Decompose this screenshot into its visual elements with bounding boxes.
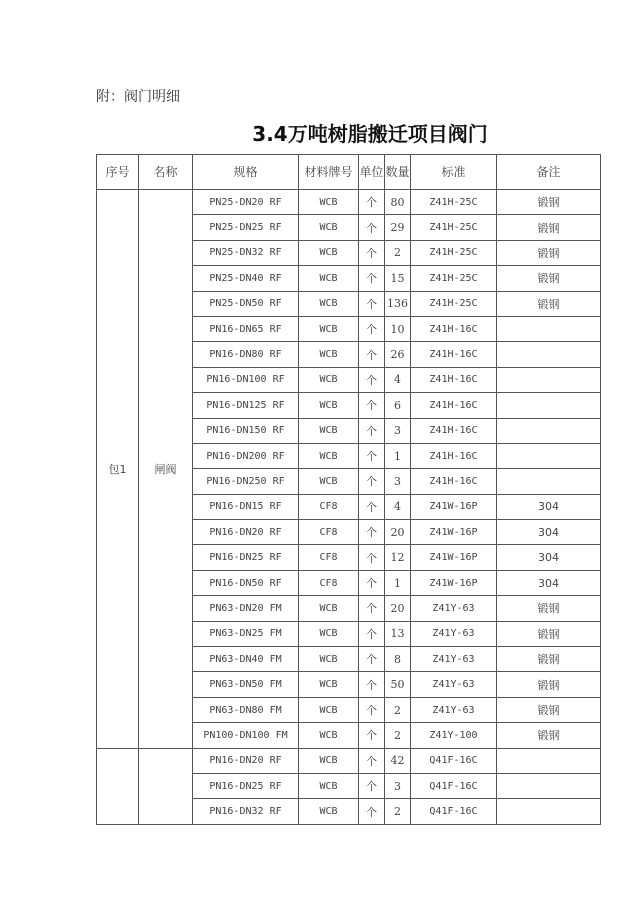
remark-cell: 锻钢 xyxy=(497,266,601,291)
valve-type-cell: 闸阀 xyxy=(139,190,193,749)
remark-cell xyxy=(497,799,601,824)
qty-cell: 6 xyxy=(385,393,411,418)
standard-cell: Z41H-16C xyxy=(411,342,497,367)
table-row xyxy=(97,190,601,215)
remark-cell xyxy=(497,418,601,443)
spec-cell: PN25-DN50 RF xyxy=(193,291,299,316)
unit-cell: 个 xyxy=(359,570,385,595)
remark-cell: 锻钢 xyxy=(497,672,601,697)
remark-cell: 304 xyxy=(497,494,601,519)
material-cell: WCB xyxy=(299,723,359,748)
qty-cell: 4 xyxy=(385,367,411,392)
spec-cell: PN63-DN40 FM xyxy=(193,647,299,672)
remark-cell: 锻钢 xyxy=(497,697,601,722)
remark-cell: 锻钢 xyxy=(497,647,601,672)
spec-cell: PN25-DN20 RF xyxy=(193,190,299,215)
header-material: 材料牌号 xyxy=(299,155,359,190)
standard-cell: Q41F-16C xyxy=(411,748,497,773)
unit-cell: 个 xyxy=(359,367,385,392)
unit-cell: 个 xyxy=(359,545,385,570)
standard-cell: Z41H-16C xyxy=(411,393,497,418)
qty-cell: 2 xyxy=(385,240,411,265)
qty-cell: 2 xyxy=(385,799,411,824)
remark-cell: 锻钢 xyxy=(497,190,601,215)
standard-cell: Z41W-16P xyxy=(411,520,497,545)
spec-cell: PN25-DN40 RF xyxy=(193,266,299,291)
material-cell: WCB xyxy=(299,596,359,621)
unit-cell: 个 xyxy=(359,190,385,215)
material-cell: CF8 xyxy=(299,570,359,595)
qty-cell: 1 xyxy=(385,570,411,595)
material-cell: CF8 xyxy=(299,494,359,519)
remark-cell xyxy=(497,748,601,773)
qty-cell: 26 xyxy=(385,342,411,367)
material-cell: WCB xyxy=(299,316,359,341)
qty-cell: 8 xyxy=(385,647,411,672)
remark-cell xyxy=(497,469,601,494)
document-title: 3.4万吨树脂搬迁项目阀门 xyxy=(252,122,488,146)
qty-cell: 4 xyxy=(385,494,411,519)
standard-cell: Z41H-25C xyxy=(411,240,497,265)
valve-table xyxy=(96,154,601,825)
table-row xyxy=(97,748,601,773)
standard-cell: Z41Y-63 xyxy=(411,672,497,697)
standard-cell: Z41Y-63 xyxy=(411,621,497,646)
unit-cell: 个 xyxy=(359,316,385,341)
header-qty: 数量 xyxy=(385,155,411,190)
unit-cell: 个 xyxy=(359,723,385,748)
remark-cell: 锻钢 xyxy=(497,596,601,621)
qty-cell: 12 xyxy=(385,545,411,570)
standard-cell: Q41F-16C xyxy=(411,773,497,798)
standard-cell: Z41Y-63 xyxy=(411,697,497,722)
header-spec: 规格 xyxy=(193,155,299,190)
remark-cell: 锻钢 xyxy=(497,240,601,265)
material-cell: WCB xyxy=(299,469,359,494)
standard-cell: Q41F-16C xyxy=(411,799,497,824)
unit-cell: 个 xyxy=(359,443,385,468)
standard-cell: Z41H-25C xyxy=(411,190,497,215)
material-cell: WCB xyxy=(299,799,359,824)
qty-cell: 15 xyxy=(385,266,411,291)
header-seq: 序号 xyxy=(97,155,139,190)
table-body xyxy=(97,190,601,825)
unit-cell: 个 xyxy=(359,799,385,824)
unit-cell: 个 xyxy=(359,494,385,519)
material-cell: CF8 xyxy=(299,520,359,545)
unit-cell: 个 xyxy=(359,697,385,722)
material-cell: WCB xyxy=(299,266,359,291)
spec-cell: PN16-DN200 RF xyxy=(193,443,299,468)
material-cell: WCB xyxy=(299,215,359,240)
qty-cell: 3 xyxy=(385,418,411,443)
unit-cell: 个 xyxy=(359,291,385,316)
standard-cell: Z41W-16P xyxy=(411,494,497,519)
qty-cell: 13 xyxy=(385,621,411,646)
spec-cell: PN16-DN20 RF xyxy=(193,748,299,773)
spec-cell: PN63-DN80 FM xyxy=(193,697,299,722)
material-cell: WCB xyxy=(299,748,359,773)
material-cell: WCB xyxy=(299,418,359,443)
standard-cell: Z41H-16C xyxy=(411,469,497,494)
qty-cell: 29 xyxy=(385,215,411,240)
unit-cell: 个 xyxy=(359,342,385,367)
standard-cell: Z41H-16C xyxy=(411,316,497,341)
qty-cell: 20 xyxy=(385,596,411,621)
spec-cell: PN63-DN50 FM xyxy=(193,672,299,697)
qty-cell: 50 xyxy=(385,672,411,697)
unit-cell: 个 xyxy=(359,672,385,697)
unit-cell: 个 xyxy=(359,596,385,621)
qty-cell: 136 xyxy=(385,291,411,316)
qty-cell: 10 xyxy=(385,316,411,341)
remark-cell xyxy=(497,773,601,798)
material-cell: CF8 xyxy=(299,545,359,570)
material-cell: WCB xyxy=(299,773,359,798)
standard-cell: Z41H-16C xyxy=(411,443,497,468)
spec-cell: PN63-DN25 FM xyxy=(193,621,299,646)
remark-cell xyxy=(497,393,601,418)
standard-cell: Z41H-16C xyxy=(411,418,497,443)
qty-cell: 3 xyxy=(385,469,411,494)
spec-cell: PN63-DN20 FM xyxy=(193,596,299,621)
remark-cell: 304 xyxy=(497,545,601,570)
table-header-row xyxy=(97,155,601,190)
qty-cell: 80 xyxy=(385,190,411,215)
standard-cell: Z41Y-63 xyxy=(411,596,497,621)
spec-cell: PN25-DN25 RF xyxy=(193,215,299,240)
standard-cell: Z41H-25C xyxy=(411,215,497,240)
unit-cell: 个 xyxy=(359,748,385,773)
qty-cell: 1 xyxy=(385,443,411,468)
standard-cell: Z41W-16P xyxy=(411,545,497,570)
spec-cell: PN100-DN100 FM xyxy=(193,723,299,748)
spec-cell: PN16-DN250 RF xyxy=(193,469,299,494)
material-cell: WCB xyxy=(299,240,359,265)
material-cell: WCB xyxy=(299,697,359,722)
unit-cell: 个 xyxy=(359,621,385,646)
spec-cell: PN16-DN80 RF xyxy=(193,342,299,367)
remark-cell: 锻钢 xyxy=(497,621,601,646)
unit-cell: 个 xyxy=(359,240,385,265)
standard-cell: Z41Y-100 xyxy=(411,723,497,748)
spec-cell: PN16-DN65 RF xyxy=(193,316,299,341)
standard-cell: Z41H-25C xyxy=(411,266,497,291)
standard-cell: Z41W-16P xyxy=(411,570,497,595)
header-unit: 单位 xyxy=(359,155,385,190)
qty-cell: 20 xyxy=(385,520,411,545)
material-cell: WCB xyxy=(299,621,359,646)
material-cell: WCB xyxy=(299,672,359,697)
spec-cell: PN16-DN100 RF xyxy=(193,367,299,392)
spec-cell: PN16-DN15 RF xyxy=(193,494,299,519)
standard-cell: Z41H-16C xyxy=(411,367,497,392)
spec-cell: PN25-DN32 RF xyxy=(193,240,299,265)
unit-cell: 个 xyxy=(359,647,385,672)
remark-cell xyxy=(497,367,601,392)
qty-cell: 3 xyxy=(385,773,411,798)
remark-cell: 锻钢 xyxy=(497,723,601,748)
material-cell: WCB xyxy=(299,342,359,367)
spec-cell: PN16-DN125 RF xyxy=(193,393,299,418)
spec-cell: PN16-DN25 RF xyxy=(193,545,299,570)
qty-cell: 42 xyxy=(385,748,411,773)
remark-cell: 锻钢 xyxy=(497,215,601,240)
material-cell: WCB xyxy=(299,393,359,418)
remark-cell xyxy=(497,443,601,468)
spec-cell: PN16-DN50 RF xyxy=(193,570,299,595)
unit-cell: 个 xyxy=(359,215,385,240)
material-cell: WCB xyxy=(299,647,359,672)
valve-type-cell-empty xyxy=(139,748,193,824)
header-name: 名称 xyxy=(139,155,193,190)
package-cell: 包1 xyxy=(97,190,139,749)
standard-cell: Z41Y-63 xyxy=(411,647,497,672)
unit-cell: 个 xyxy=(359,469,385,494)
spec-cell: PN16-DN25 RF xyxy=(193,773,299,798)
standard-cell: Z41H-25C xyxy=(411,291,497,316)
spec-cell: PN16-DN150 RF xyxy=(193,418,299,443)
spec-cell: PN16-DN32 RF xyxy=(193,799,299,824)
remark-cell: 304 xyxy=(497,520,601,545)
header-remark: 备注 xyxy=(497,155,601,190)
remark-cell: 锻钢 xyxy=(497,291,601,316)
appendix-note: 附：阀门明细 xyxy=(96,89,180,105)
material-cell: WCB xyxy=(299,291,359,316)
unit-cell: 个 xyxy=(359,773,385,798)
header-standard: 标准 xyxy=(411,155,497,190)
unit-cell: 个 xyxy=(359,418,385,443)
unit-cell: 个 xyxy=(359,520,385,545)
material-cell: WCB xyxy=(299,190,359,215)
qty-cell: 2 xyxy=(385,723,411,748)
spec-cell: PN16-DN20 RF xyxy=(193,520,299,545)
remark-cell xyxy=(497,316,601,341)
qty-cell: 2 xyxy=(385,697,411,722)
remark-cell: 304 xyxy=(497,570,601,595)
material-cell: WCB xyxy=(299,443,359,468)
package-cell-empty xyxy=(97,748,139,824)
remark-cell xyxy=(497,342,601,367)
unit-cell: 个 xyxy=(359,393,385,418)
unit-cell: 个 xyxy=(359,266,385,291)
material-cell: WCB xyxy=(299,367,359,392)
